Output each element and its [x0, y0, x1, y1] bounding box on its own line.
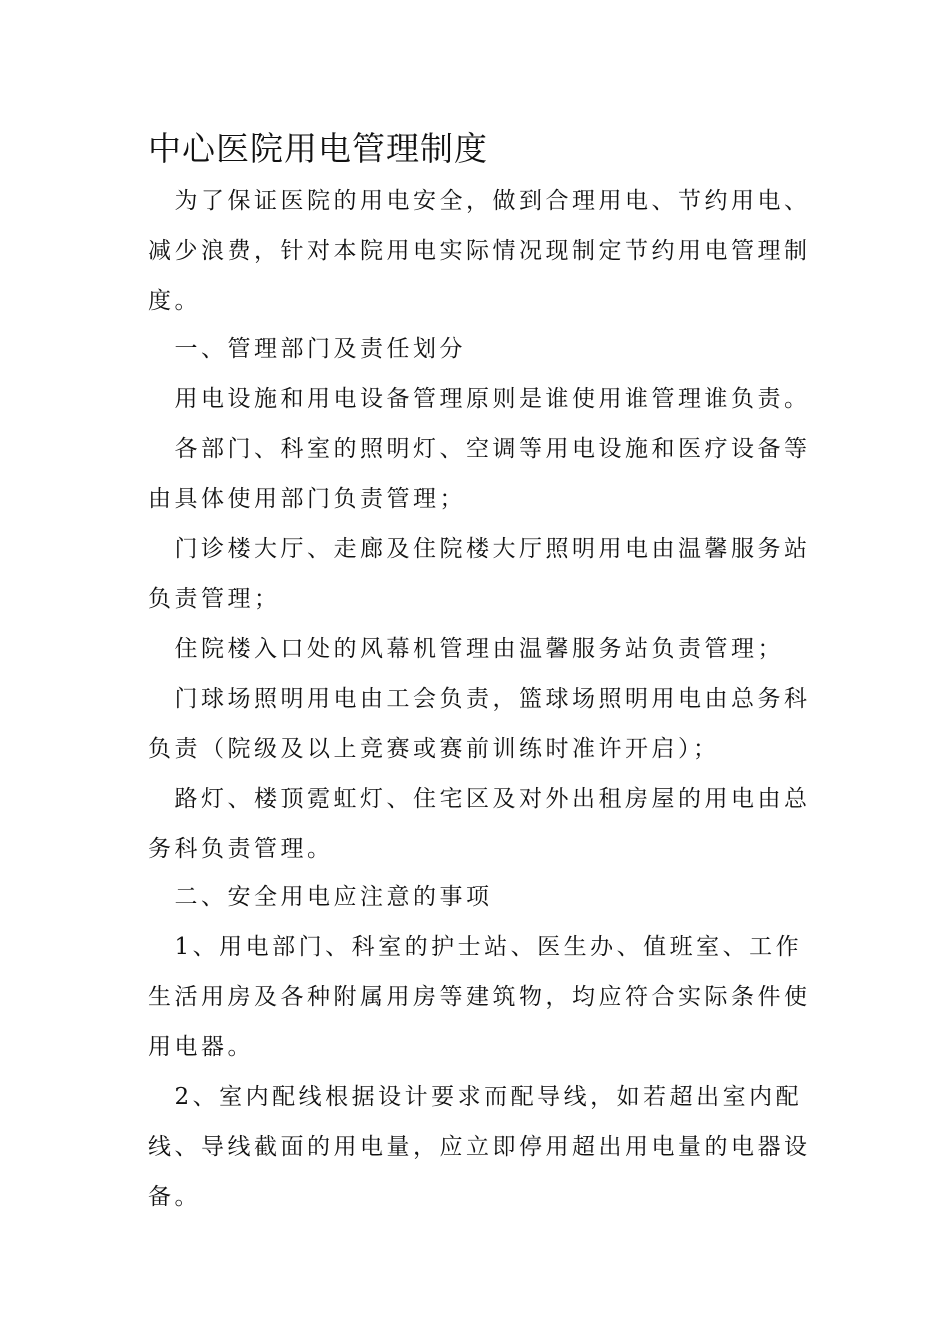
text-line: 负责管理； — [148, 586, 281, 612]
text-line: 度。 — [148, 288, 201, 314]
section-1-heading — [148, 324, 808, 374]
text-line: 门球场照明用电由工会负责，篮球场照明用电由总务科 — [148, 686, 811, 712]
text-line: 为了保证医院的用电安全，做到合理用电、节约用电、 — [148, 188, 811, 214]
paragraph-s1-p4 — [148, 624, 808, 674]
text-line: 2、室内配线根据设计要求而配导线，如若超出室内配 — [148, 1084, 803, 1110]
text-line: 一、管理部门及责任划分 — [148, 336, 466, 362]
text-line: 用电设施和用电设备管理原则是谁使用谁管理谁负责。 — [148, 386, 811, 412]
section-2-heading — [148, 872, 808, 922]
paragraph-s1-p3 — [148, 524, 811, 624]
paragraph-s2-p2 — [148, 1072, 811, 1222]
text-line: 用电器。 — [148, 1034, 254, 1060]
paragraph-intro — [148, 176, 811, 326]
text-line: 务科负责管理。 — [148, 836, 334, 862]
paragraph-s1-p6 — [148, 774, 811, 874]
document-title: 中心医院用电管理制度 — [148, 129, 488, 168]
text-line: 各部门、科室的照明灯、空调等用电设施和医疗设备等 — [148, 436, 811, 462]
text-line: 由具体使用部门负责管理； — [148, 486, 466, 512]
paragraph-s1-p5 — [148, 674, 811, 774]
text-line: 路灯、楼顶霓虹灯、住宅区及对外出租房屋的用电由总 — [148, 786, 811, 812]
text-line: 线、导线截面的用电量，应立即停用超出用电量的电器设 — [148, 1134, 811, 1160]
text-line: 负责（院级及以上竞赛或赛前训练时准许开启）； — [148, 736, 720, 762]
text-line: 生活用房及各种附属用房等建筑物，均应符合实际条件使 — [148, 984, 811, 1010]
paragraph-s2-p1 — [148, 922, 811, 1072]
text-line: 二、安全用电应注意的事项 — [148, 884, 493, 910]
paragraph-s1-p1 — [148, 374, 811, 424]
text-line: 门诊楼大厅、走廊及住院楼大厅照明用电由温馨服务站 — [148, 536, 811, 562]
paragraph-s1-p2 — [148, 424, 811, 524]
text-line: 住院楼入口处的风幕机管理由温馨服务站负责管理； — [148, 636, 784, 662]
text-line: 备。 — [148, 1184, 201, 1210]
text-line: 减少浪费，针对本院用电实际情况现制定节约用电管理制 — [148, 238, 811, 264]
text-line: 1、用电部门、科室的护士站、医生办、值班室、工作 — [148, 934, 803, 960]
